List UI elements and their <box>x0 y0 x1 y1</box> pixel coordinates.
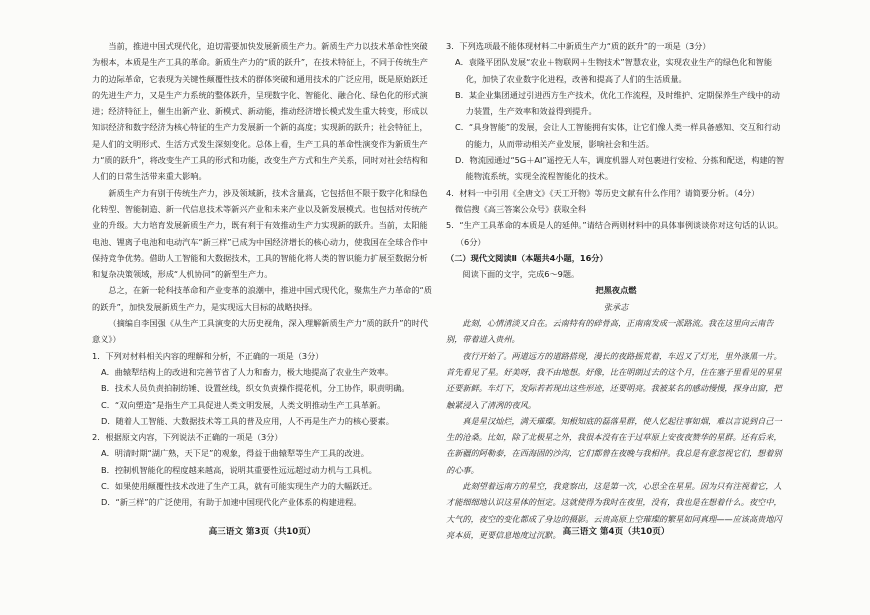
question-1-option-b: B．技术人员负责拍制纺锤、设置丝线，织女负责操作提花机，分工协作，职责明确。 <box>101 383 410 394</box>
story-paragraph-2: 夜行开始了。两道远方的道路搭现，漫长的夜路摇荒着，车迟又了灯光，里外涤黑一片。首先看见了星。好美呀，我不由地想。好像，比在明朗过去的这个月，住在塞子里看见的星星还要新鲜。车灯下，发际若若现出这些形迹，还要明亮。我被某名的感动慢慢，探身出窗，把触紧浸入了清冽的夜风。 <box>446 350 782 410</box>
question-3-option-a: A．袁隆平团队发展“农业＋物联网＋生物技术”智慧农业，实现农业生产的绿色化和智能化，加快了农业数字化进程，改善和提高了人们的生活质量。 <box>455 57 773 84</box>
story-author: 张承志 <box>603 301 629 312</box>
story-paragraph-4: 此刻望着远南方的星空，我竟察出，这是第一次，心思全在星星。因为只有注视着它，人才能细细地认识这星体的恒定。这就使得为我时在夜里，没有，我也是在想着什么。夜空中，大气的，夜空的变化都成了身边的摄影。云贵高原上空璀璨的繁星如同真理——应该高贵地闪亮本质，更要信息地度过沉默。 <box>446 481 782 540</box>
question-2-option-a: A．明清时期“湖广熟，天下足”的观象，得益于曲辕犁等生产工具的改进。 <box>101 448 369 459</box>
question-3-stem: 3．下列选项最不能体现材料二中新质生产力“质的跃升”的一项是（3分） <box>446 41 711 51</box>
page-4-content <box>446 38 786 543</box>
page-4 <box>446 0 786 615</box>
question-4: 4．材料一中引用《全唐文》《天工开物》等历史文献有什么作用？请简要分析。（4分） <box>446 187 760 198</box>
question-2-stem: 2．根据原文内容，下列说法不正确的一项是（3分） <box>92 432 283 443</box>
question-5: 5．“生产工具革命的本质是人的延伸。”请结合两则材料中的具体事例谈谈你对这句话的认识。（6分） <box>446 220 784 247</box>
story-paragraph-1: 此刻，心情清淡又自在。云南特有的碎骨高，正南南发成一派路流。我在这里向云南告别，带着进入贵州。 <box>446 318 774 345</box>
page-3-content <box>92 38 432 511</box>
intro-paragraph-1: 当前，推进中国式现代化，迫切需要加快发展新质生产力。新质生产力以技术革命性突破为根本，本质是生产工具的革命。新质生产力的“质的跃升”，在技术特征上，不同于传统生产力的边际革命，它表现为关键性颠覆性技术的群体突破和通用技术的广泛应用，既是原始跃迁的先进生产力，又是生产力系统的整体跃升，呈现数字化、智能化、融合化、绿色化的形式演进；经济特征上，催生出新产业、新模式、新动能，推动经济增长模式发生重大转变，形成以知识经济和数字经济为核心特征的生产力发展新一个新的高度；实现新的跃升；社会特征上，是人们的文明形式、生活方式发生深刻变化。总体上看，生产工具的革命性演变作为新质生产力“质的跃升”，将改变生产工具的形式和功能，改变生产方式和生产关系，同时对社会结构和人们的日常生活带来重大影响。 <box>92 41 428 182</box>
reading-instruction: 阅读下面的文字，完成6～9题。 <box>462 269 580 280</box>
question-2-option-b: B．控制机智能化的程度越来越高，说明其重要性远远超过动力机与工具机。 <box>101 464 377 475</box>
question-1-option-a: A．曲辕犁结构上的改进和完善节省了人力和畜力，极大地提高了农业生产效率。 <box>101 366 394 377</box>
question-3-option-c: C．“具身智能”的发展，会让人工智能拥有实体，让它们像人类一样具备感知、交互和行动的能力，从而带动相关产业发展，影响社会和生活。 <box>455 122 781 149</box>
page-4-footer: 高三语文 第4页（共10页） <box>562 527 670 537</box>
page-3 <box>92 0 432 615</box>
intro-paragraph-2: 新质生产力有别于传统生产力，涉及领域新，技术含量高，它包括但不限于数字化和绿色化转型、智能制造、新一代信息技术等新兴产业和未来产业以及新发展模式。也包括对传统产业的升级。大力培育发展新质生产力，既有利于有效推动生产力实现新的跃升。当前，太阳能电池、锂离子电池和电动汽车“新三样”已成为中国经济增长的核心动力，使我国在全球合作中保持竞争优势。借助人工智能和大数据技术，工具的智能化将人类的智识能力扩展至数据分析和复杂决策领域，形成“人机协同”的新型生产力。 <box>92 187 428 280</box>
source-citation: （摘编自李国强《从生产工具演变的大历史视角，深入理解新质生产力“质的跃升”的时代意义》） <box>92 318 429 345</box>
question-2-option-d: D．“新三样”的广泛使用，有助于加速中国现代化产业体系的构建进程。 <box>101 497 362 508</box>
question-1-stem: 1．下列对材料相关内容的理解和分析，不正确的一项是（3分） <box>92 350 324 361</box>
question-3-option-d: D．物流园通过“5G＋AI”遥控无人车，调度机器人对包裹进行安检、分拣和配送，构建的智能物流系统，实现全流程智能化的技术。 <box>455 155 785 182</box>
story-title: 把黑夜点燃 <box>595 285 637 296</box>
question-3-option-b: B．某企业集团通过引进西方生产技术，优化工作流程，及时维护、定期保养生产线中的动力装置，生产效率和效益得到提升。 <box>455 89 780 117</box>
question-1-option-d: D．随着人工智能、大数据技术等工具的普及应用，人不再是生产力的核心要素。 <box>101 415 394 426</box>
question-2-option-c: C．如果使用颠覆性技术改进了生产工具，就有可能实现生产力的大幅跃迁。 <box>101 481 377 492</box>
story-paragraph-3: 真是星汉灿烂，满天璀璨。知根知底的磊落星群，使人忆起往事如烟，难以言说到自己一生的沧桑。比如，除了北极星之外，我很本没有在于过草原上安夜夜赞华的星群。还有后来，在新疆的阿勒泰，在西海固的沙沟，它们都曾在夜晚与我相伴。我总是有意忽视它们，想着别的心事。 <box>446 415 782 475</box>
page-3-footer: 高三语文 第3页（共10页） <box>208 527 316 537</box>
intro-paragraph-3: 总之，在新一轮科技革命和产业变革的浪潮中，推进中国式现代化，聚焦生产力革命的“质的跃升”，加快发展新质生产力，是实现远大目标的战略抉择。 <box>92 285 432 312</box>
question-1-option-c: C．“双向塑造”是指生产工具促进人类文明发展，人类文明推动生产工具革新。 <box>101 399 386 410</box>
section-heading: （二）现代文阅读Ⅱ（本题共4小题，16分） <box>446 252 608 263</box>
watermark-text: 微信搜《高三答案公众号》获取全科 <box>455 203 587 214</box>
